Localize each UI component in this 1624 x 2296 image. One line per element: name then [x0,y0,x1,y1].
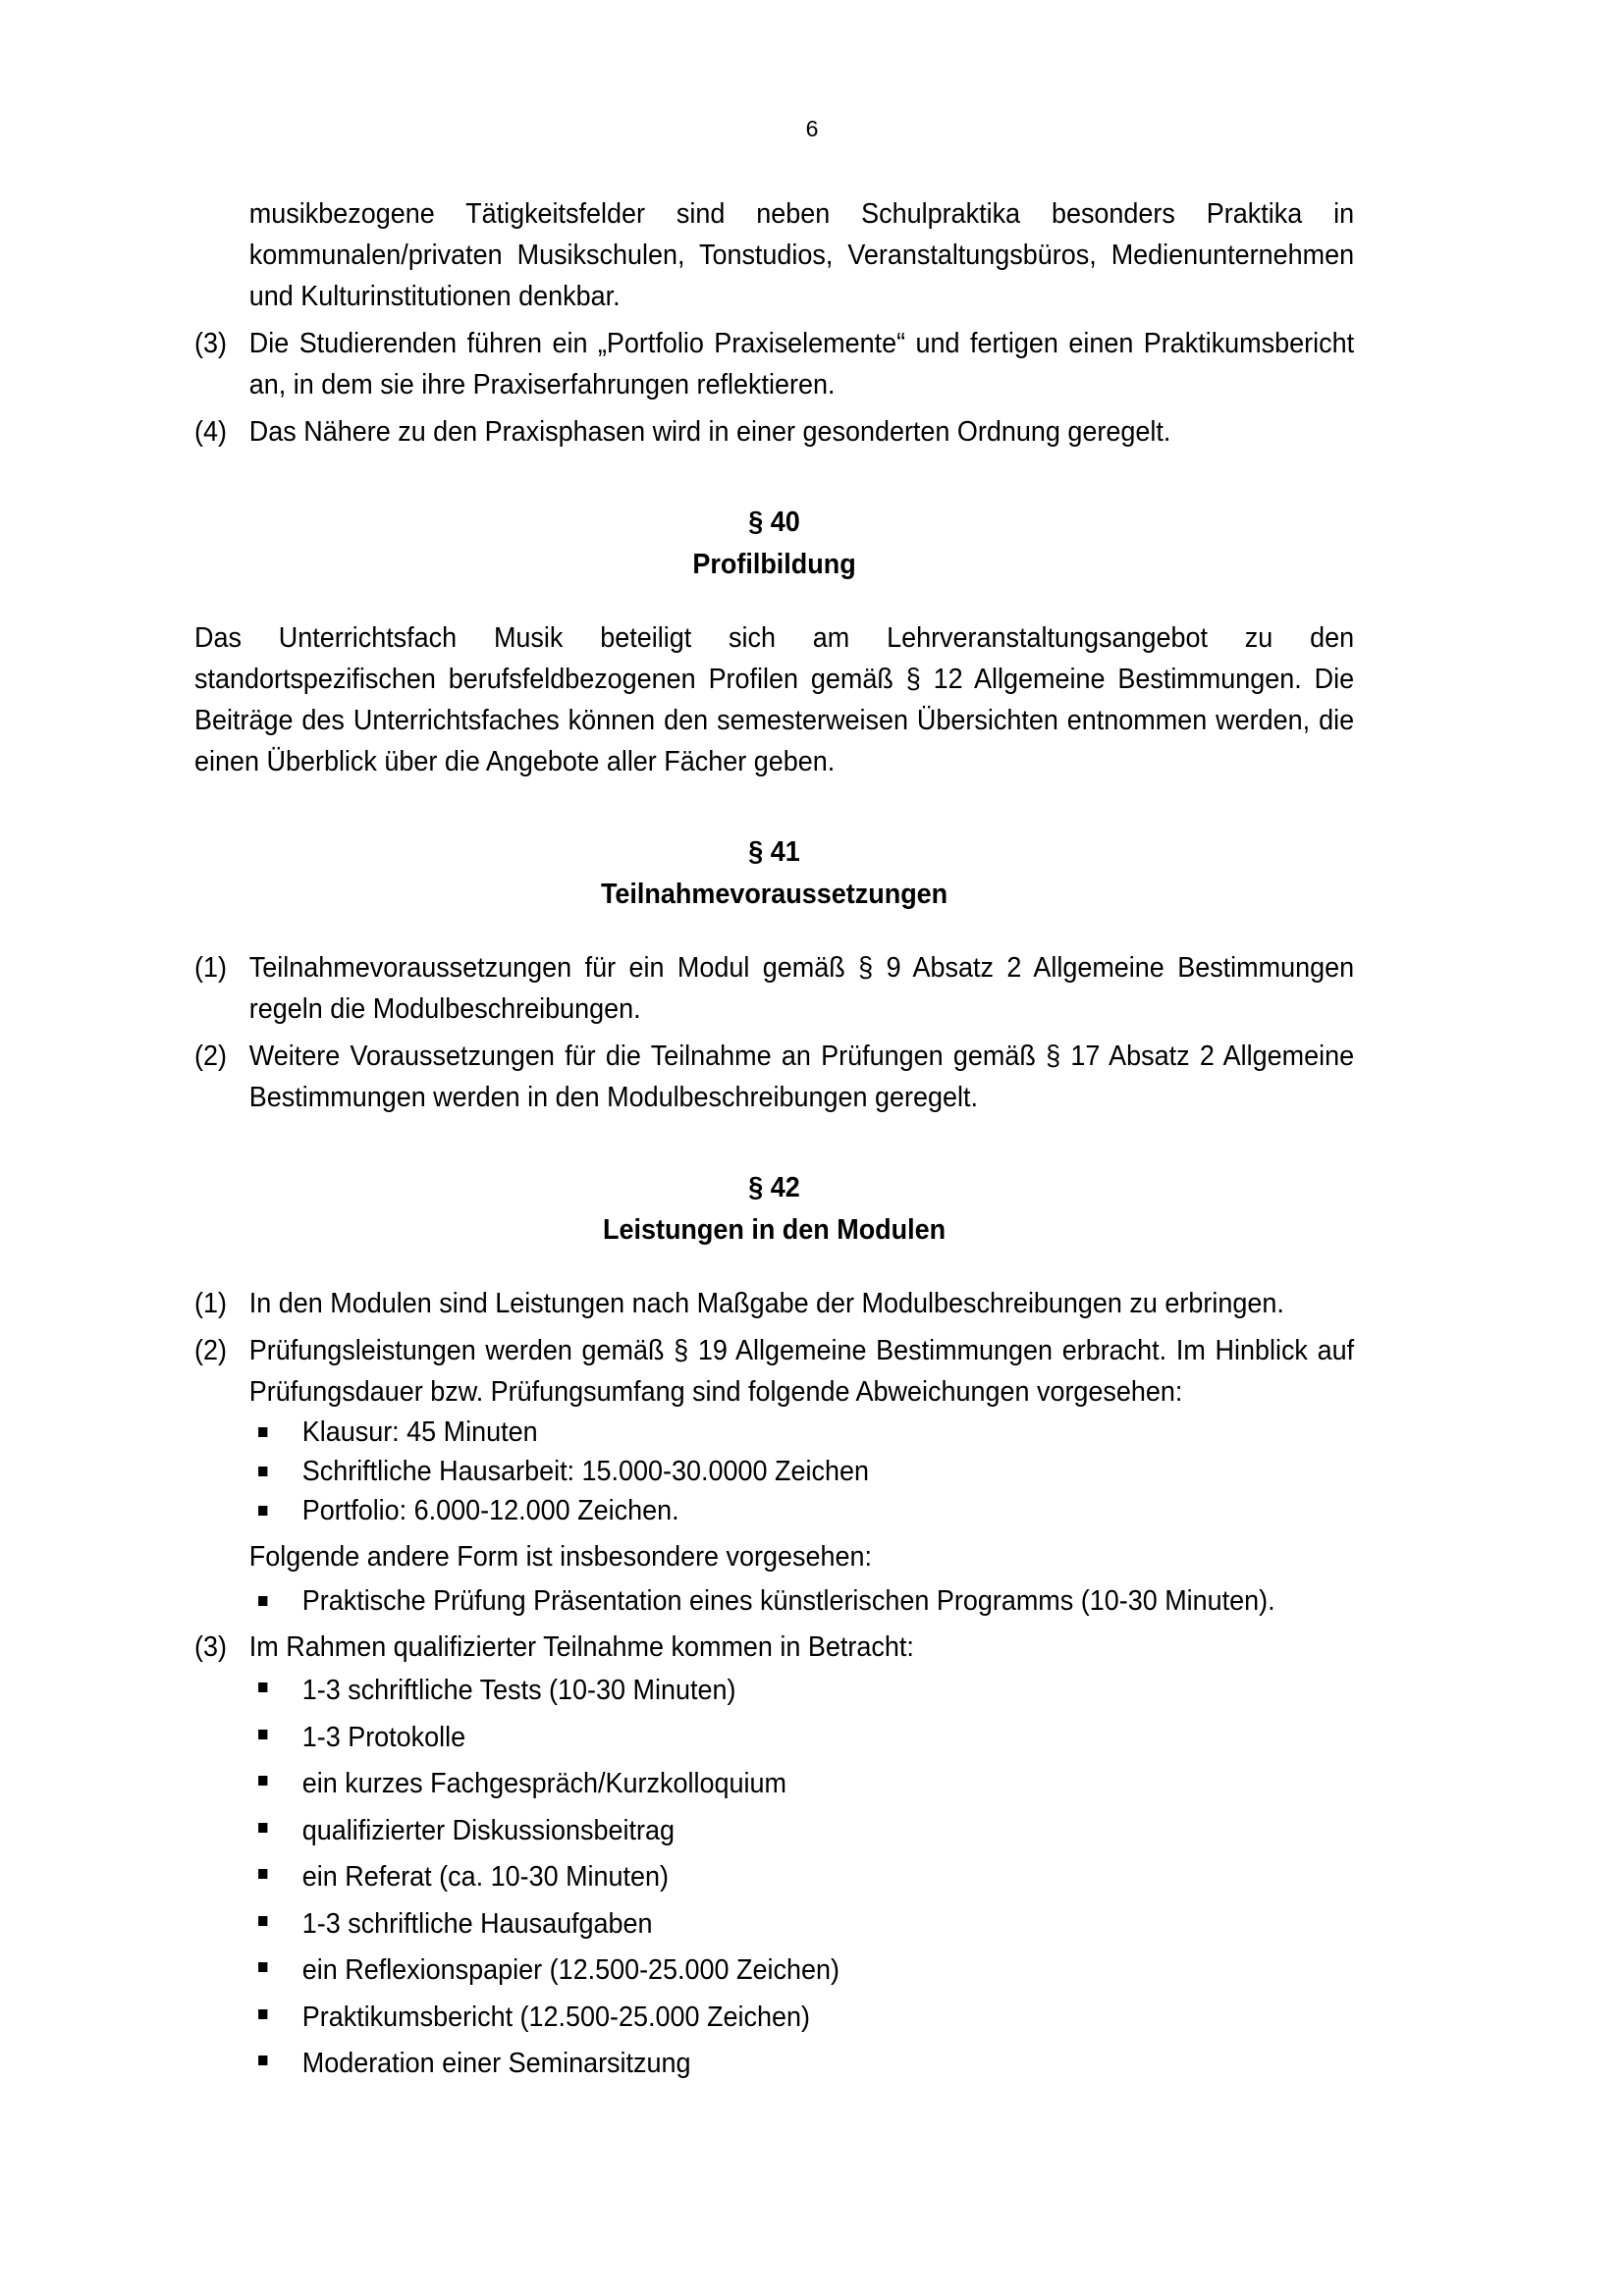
section-40-text: Das Unterrichtsfach Musik beteiligt sich am Lehrveranstaltungsangebot zu den standortspezifischen berufsfeldbezogenen Profilen gemäß § 12 Allgemeine Bestimmungen. Die Beiträge des Unterrichtsfaches können den semesterweisen Übersichten entnommen werden, die einen Überblick über die Angebote aller Fächer geben. [194,622,1355,777]
list-item: Portfolio: 6.000-12.000 Zeichen. [258,1491,1354,1530]
list-item: ein Reflexionspapier (12.500-25.000 Zeichen) [258,1948,1354,1995]
section-42-heading [194,1167,1354,1252]
paragraph-number: (4) [194,416,227,448]
list-item: ein kurzes Fachgespräch/Kurzkolloquium [258,1761,1354,1808]
section-title: Teilnahmevoraussetzungen [600,879,948,910]
paragraph-text: Prüfungsleistungen werden gemäß § 19 Allgemeine Bestimmungen erbracht. Im Hinblick auf Prüfungsdauer bzw. Prüfungsumfang sind folgende Abweichungen vorgesehen: [248,1335,1355,1408]
section-41-heading [194,831,1354,916]
document-body [194,193,1354,2088]
paragraph-number: (1) [194,1288,227,1319]
deviation-list [194,1413,1354,1530]
square-bullet-icon [258,1427,267,1437]
paragraph-number: (2) [194,1041,227,1072]
section-title: Leistungen in den Modulen [603,1214,947,1246]
paragraph-number: (1) [194,952,227,984]
paragraph-2 [194,1330,1354,1413]
square-bullet-icon [258,2009,267,2019]
square-bullet-icon [258,2056,267,2065]
page-number: 6 [805,116,819,141]
square-bullet-icon [258,1596,267,1606]
section-40-heading [194,502,1354,586]
section-number: § 41 [748,836,800,868]
paragraph-text: Im Rahmen qualifizierter Teilnahme kommen in Betracht: [248,1631,914,1663]
paragraph-number: (3) [194,1631,227,1663]
qualified-participation-list [194,1668,1354,2088]
paragraph-text: In den Modulen sind Leistungen nach Maßgabe der Modulbeschreibungen zu erbringen. [248,1288,1284,1319]
paragraph-number: (2) [194,1335,227,1366]
list-item: 1-3 schriftliche Tests (10-30 Minuten) [258,1668,1354,1715]
list-item: Praktikumsbericht (12.500-25.000 Zeichen) [258,1995,1354,2042]
list-item: 1-3 schriftliche Hausaufgaben [258,1901,1354,1949]
list-item: Praktische Prüfung Präsentation eines künstlerischen Programms (10-30 Minuten). [258,1581,1354,1621]
paragraph-4 [194,411,1354,453]
paragraph-text: Weitere Voraussetzungen für die Teilnahme an Prüfungen gemäß § 17 Absatz 2 Allgemeine Bestimmungen werden in den Modulbeschreibungen geregelt. [248,1041,1355,1113]
list-item: Schriftliche Hausarbeit: 15.000-30.0000 Zeichen [258,1452,1354,1491]
section-number: § 40 [748,507,800,538]
section-title: Profilbildung [692,549,856,580]
paragraph-1 [194,947,1354,1030]
paragraph-3 [194,323,1354,405]
paragraph-2 [194,1036,1354,1118]
square-bullet-icon [258,1962,267,1972]
square-bullet-icon [258,1869,267,1879]
section-number: § 42 [748,1172,800,1203]
square-bullet-icon [258,1916,267,1926]
paragraph-3 [194,1627,1354,1668]
continuation-text: musikbezogene Tätigkeitsfelder sind neben Schulpraktika besonders Praktika in kommunalen/privaten Musikschulen, Tonstudios, Veranstaltungsbüros, Medienunternehmen und Kulturinstitutionen denkbar. [248,198,1355,312]
list-item: Klausur: 45 Minuten [258,1413,1354,1452]
list-item: 1-3 Protokolle [258,1715,1354,1762]
paragraph-1 [194,1283,1354,1324]
other-form-list [194,1581,1354,1621]
square-bullet-icon [258,1682,267,1692]
list-item: qualifizierter Diskussionsbeitrag [258,1808,1354,1855]
paragraph-text: Das Nähere zu den Praxisphasen wird in einer gesonderten Ordnung geregelt. [248,416,1171,448]
other-form-intro: Folgende andere Form ist insbesondere vorgesehen: [248,1541,872,1573]
list-item: ein Referat (ca. 10-30 Minuten) [258,1854,1354,1901]
list-item: Moderation einer Seminarsitzung [258,2041,1354,2088]
paragraph-text: Die Studierenden führen ein „Portfolio Praxiselemente“ und fertigen einen Praktikumsbericht an, in dem sie ihre Praxiserfahrungen reflektieren. [248,328,1355,400]
square-bullet-icon [258,1823,267,1833]
paragraph-text: Teilnahmevoraussetzungen für ein Modul gemäß § 9 Absatz 2 Allgemeine Bestimmungen regeln die Modulbeschreibungen. [248,952,1355,1025]
paragraph-number: (3) [194,328,227,359]
square-bullet-icon [258,1776,267,1786]
square-bullet-icon [258,1730,267,1739]
square-bullet-icon [258,1467,267,1476]
square-bullet-icon [258,1506,267,1516]
